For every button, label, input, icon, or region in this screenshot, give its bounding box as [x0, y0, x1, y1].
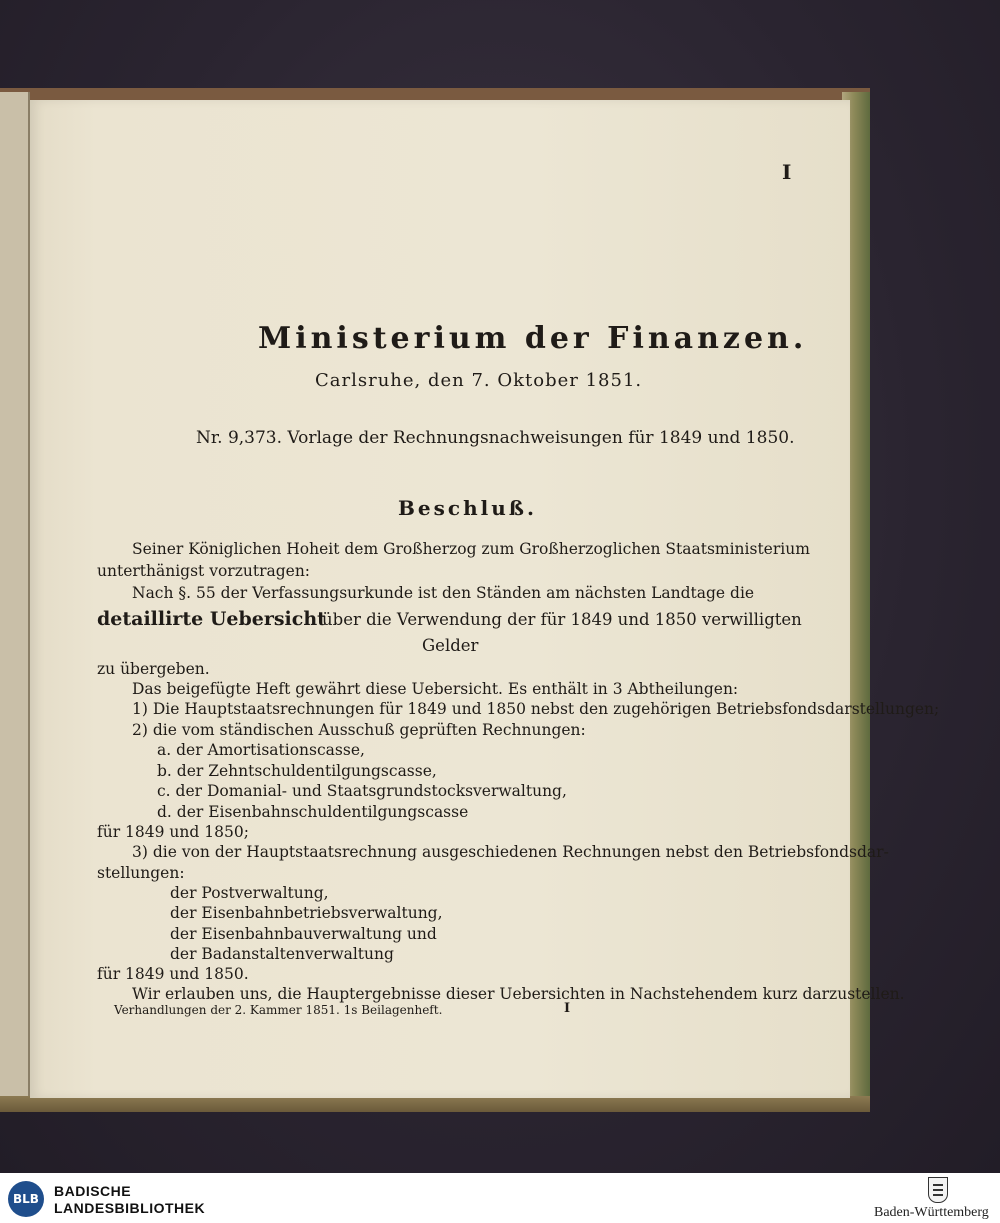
text-line: unterthänigst vorzutragen:: [97, 562, 311, 580]
list-item: der Postverwaltung,: [170, 884, 329, 902]
list-item: a. der Amortisationscasse,: [157, 741, 365, 759]
bold-phrase: detaillirte Uebersicht: [97, 608, 326, 630]
library-name-line2: LANDESBIBLIOTHEK: [54, 1200, 206, 1216]
text-line: Wir erlauben uns, die Hauptergebnisse dieser Uebersichten in Nachstehendem kurz darzustellen.: [132, 985, 905, 1003]
book-top-edge: [0, 88, 870, 100]
text-line: Nach §. 55 der Verfassungsurkunde ist den Ständen am nächsten Landtage die: [132, 584, 755, 602]
book-bottom-edge: [0, 1096, 870, 1112]
text-line: stellungen:: [97, 864, 185, 882]
place-date: Carlsruhe, den 7. Oktober 1851.: [315, 370, 643, 391]
list-item: c. der Domanial- und Staatsgrundstocksverwaltung,: [157, 782, 567, 800]
list-item: der Eisenbahnbetriebsverwaltung,: [170, 904, 443, 922]
state-name: Baden-Württemberg: [874, 1205, 989, 1220]
section-title: Beschluß.: [398, 496, 537, 520]
signature-mark: I: [564, 1001, 571, 1016]
list-item: b. der Zehntschuldentilgungscasse,: [157, 762, 437, 780]
left-page-edge: [0, 92, 30, 1112]
text-line: für 1849 und 1850.: [97, 965, 249, 983]
viewer-footer: [0, 1173, 1000, 1223]
list-item: d. der Eisenbahnschuldentilgungscasse: [157, 803, 469, 821]
subject-line: Nr. 9,373. Vorlage der Rechnungsnachweisungen für 1849 und 1850.: [196, 428, 795, 448]
list-item: der Eisenbahnbauverwaltung und: [170, 925, 437, 943]
text-line: Das beigefügte Heft gewährt diese Uebersicht. Es enthält in 3 Abtheilungen:: [132, 680, 739, 698]
text-line: Gelder: [422, 636, 479, 655]
text-line: über die Verwendung der für 1849 und 1850 verwilligten: [322, 610, 802, 629]
text-line: 1) Die Hauptstaatsrechnungen für 1849 und 1850 nebst den zugehörigen Betriebsfondsdarstellungen;: [132, 700, 940, 718]
library-name-line1: BADISCHE: [54, 1183, 132, 1199]
text-line: Seiner Königlichen Hoheit dem Großherzog zum Großherzoglichen Staatsministerium: [132, 540, 810, 558]
document-heading: Ministerium der Finanzen.: [258, 321, 808, 356]
footer-citation: Verhandlungen der 2. Kammer 1851. 1s Beilagenheft.: [114, 1003, 443, 1017]
document-page: [30, 100, 940, 1098]
text-line: zu übergeben.: [97, 660, 210, 678]
blb-logo-icon[interactable]: BLB: [8, 1181, 44, 1217]
coat-of-arms-icon: [928, 1177, 948, 1203]
text-line: 2) die vom ständischen Ausschuß geprüften Rechnungen:: [132, 721, 586, 739]
text-line: für 1849 und 1850;: [97, 823, 249, 841]
page-number: I: [782, 160, 792, 184]
list-item: der Badanstaltenverwaltung: [170, 945, 394, 963]
text-line: 3) die von der Hauptstaatsrechnung ausgeschiedenen Rechnungen nebst den Betriebsfondsdar-: [132, 843, 889, 861]
